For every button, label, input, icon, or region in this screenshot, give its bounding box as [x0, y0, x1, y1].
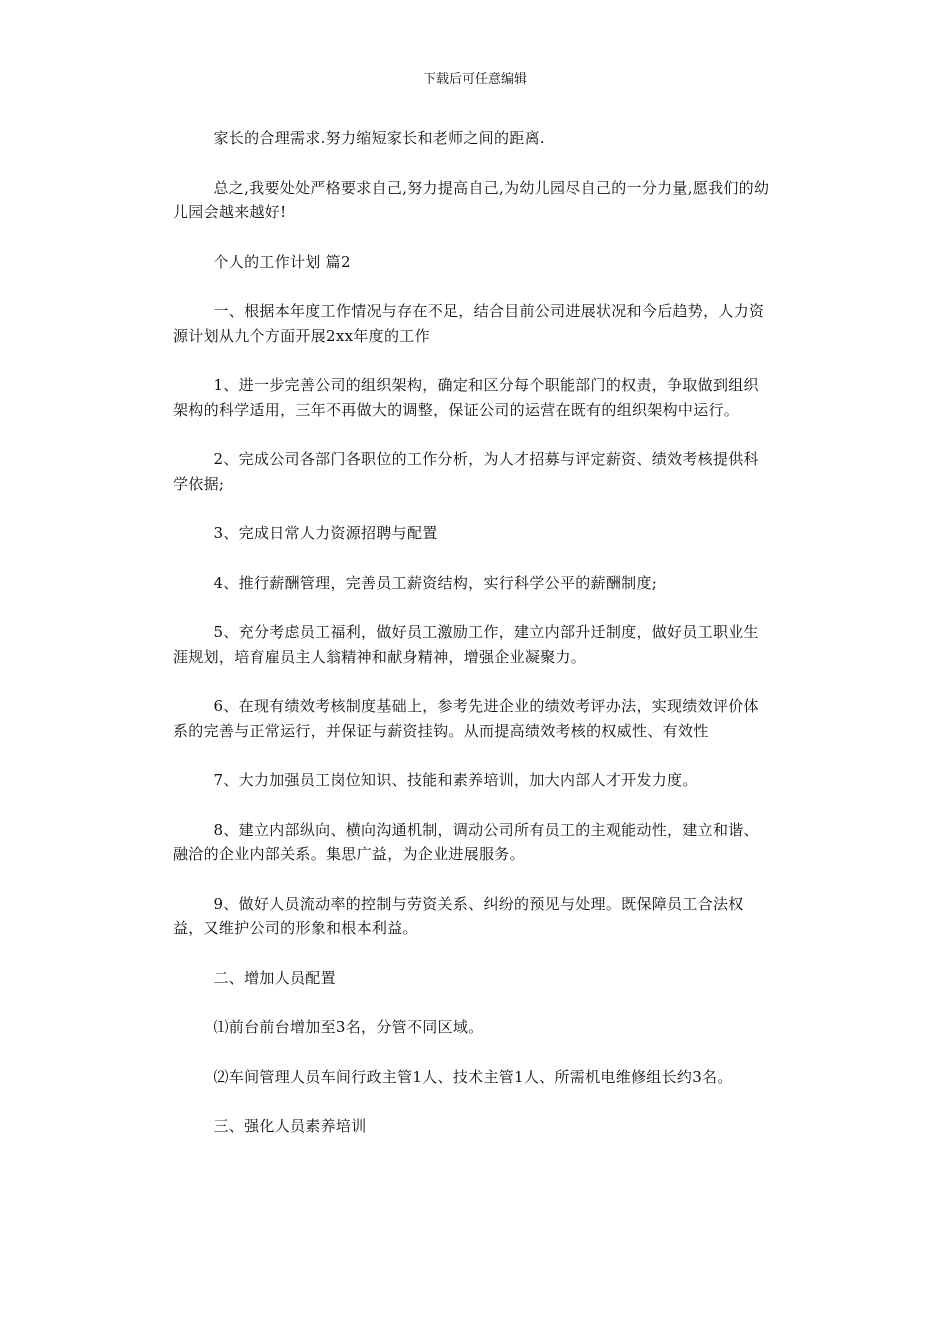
- list-item: 1、进一步完善公司的组织架构，确定和区分每个职能部门的权责，争取做到组织架构的科学适用，三年不再做大的调整，保证公司的运营在既有的组织架构中运行。: [173, 376, 759, 419]
- paragraph: 家长的合理需求.努力缩短家长和老师之间的距离.: [213, 129, 545, 147]
- section-heading: 三、强化人员素养培训: [213, 1117, 367, 1135]
- list-item: 4、推行薪酬管理，完善员工薪资结构，实行科学公平的薪酬制度;: [213, 573, 658, 592]
- list-item: 7、大力加强员工岗位知识、技能和素养培训，加大内部人才开发力度。: [213, 771, 698, 789]
- page-header: 下载后可任意编辑: [422, 72, 527, 87]
- list-item: ⑴前台前台增加至3名，分管不同区域。: [213, 1018, 484, 1036]
- paragraph: 一、根据本年度工作情况与存在不足，结合目前公司进展状况和今后趋势，人力资源计划从九个方面开展2xx年度的工作: [173, 302, 765, 345]
- section-title: 个人的工作计划 篇2: [213, 252, 351, 271]
- list-item: 3、完成日常人力资源招聘与配置: [213, 524, 438, 542]
- list-item: 8、建立内部纵向、横向沟通机制，调动公司所有员工的主观能动性，建立和谐、融洽的企业内部关系。集思广益，为企业进展服务。: [173, 820, 759, 863]
- list-item: 5、充分考虑员工福利，做好员工激励工作，建立内部升迁制度，做好员工职业生涯规划，培育雇员主人翁精神和献身精神，增强企业凝聚力。: [173, 623, 759, 666]
- document-body: [173, 126, 773, 1164]
- section-heading: 二、增加人员配置: [213, 968, 336, 987]
- list-item: 2、完成公司各部门各职位的工作分析，为人才招募与评定薪资、绩效考核提供科学依据;: [173, 450, 759, 493]
- list-item: ⑵车间管理人员车间行政主管1人、技术主管1人、所需机电维修组长约3名。: [213, 1067, 733, 1086]
- paragraph: 总之,我要处处严格要求自己,努力提高自己,为幼儿园尽自己的一分力量,愿我们的幼儿园会越来越好!: [173, 178, 770, 221]
- list-item: 6、在现有绩效考核制度基础上，参考先进企业的绩效考评办法，实现绩效评价体系的完善与正常运行，并保证与薪资挂钩。从而提高绩效考核的权威性、有效性: [173, 697, 759, 740]
- list-item: 9、做好人员流动率的控制与劳资关系、纠纷的预见与处理。既保障员工合法权益，又维护公司的形象和根本利益。: [173, 894, 744, 937]
